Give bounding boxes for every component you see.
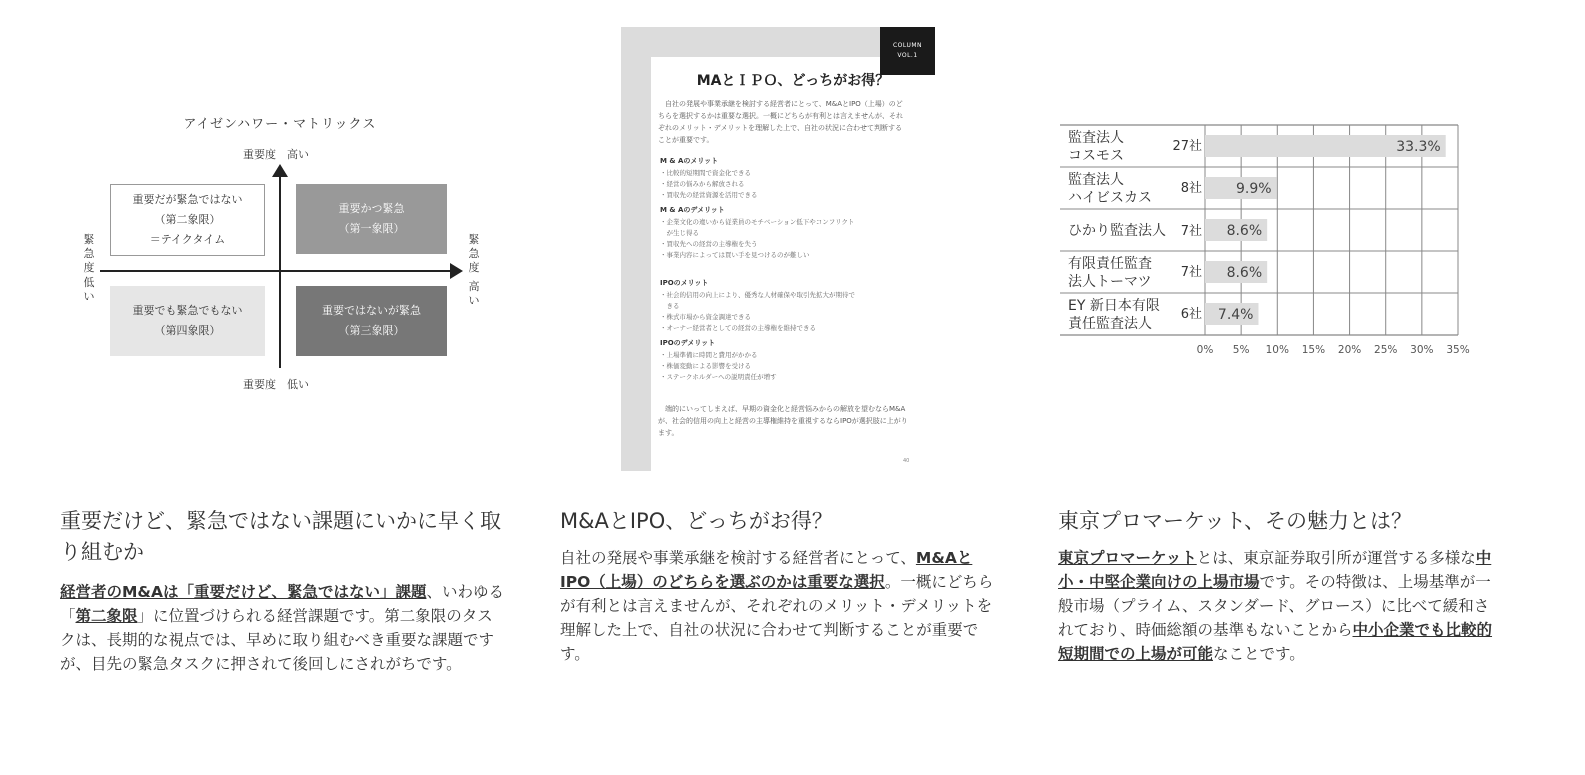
list-item: ・企業文化の違いから従業員のモチベーション低下やコンフリクト [660,218,855,226]
axis-label-importance-high: 重要度 高い [243,148,309,161]
data-label: 33.3% [1396,139,1441,155]
list-item: ・ステークホルダーへの説明責任が増す [660,373,777,381]
list-item: ・オーナー経営者としての経営の主導権を維持できる [660,324,816,332]
highlight-text: 第二象限 [75,607,138,625]
count-label: 8社 [1180,181,1202,196]
list-item: きる [660,302,680,310]
arrow-right-icon [450,263,463,279]
data-label: 8.6% [1226,265,1263,281]
book-page-title: MAとＩＰＯ、どっちがお得？ [696,73,890,89]
data-label: 9.9% [1235,181,1272,197]
ma-merit-heading: M & Aのメリット [660,157,719,165]
x-tick-label: 10% [1265,344,1289,356]
axis-label-importance-low: 重要度 低い [243,378,309,391]
highlight-text: 中小企業でも比較的短期間での上場が可能 [1058,621,1493,663]
list-item: ・上場準備に時間と費用がかかる [660,351,758,359]
list-item: ・株価変動による影響を受ける [660,362,751,370]
axis-label-urgency-low: 低 い [83,276,95,303]
category-label: EY 新日本有限 [1068,298,1160,314]
category-label: 監査法人 [1068,130,1124,146]
axis-label-urgency-high: 高 い [468,280,480,307]
quadrant-1: 重要かつ緊急 （第一象限） [296,184,447,254]
highlight-text: M&AとIPO（上場）のどちらを選ぶのかは重要な選択 [560,549,973,591]
ma-demerit-heading: M & Aのデメリット [660,206,725,214]
list-item: ・比較的短期間で資金化できる [660,169,751,177]
count-label: 7社 [1180,265,1202,280]
highlight-text: 経営者のM&Aは「重要だけど、緊急ではない」課題 [60,583,427,601]
book-intro: 自社の発展や事業承継を検討する経営者にとって、M&AとIPO（上場）のどちらを選択するかは重要な選択。一概にどちらが有利とは言えませんが、それぞれのメリット・デメリットを理解した上で、自社の状況に合わせて判断することが重要です。 [658,100,903,144]
list-item: が生じ得る [660,229,699,237]
count-label: 7社 [1180,224,1202,239]
data-label: 8.6% [1226,223,1263,239]
column-tag: COLUMN VOL.1 [880,27,935,75]
category-label: ハイビスカス [1068,190,1152,206]
category-label: 監査法人 [1068,172,1124,188]
urgency-axis [100,270,453,272]
quadrant-4: 重要でも緊急でもない （第四象限） [110,286,265,356]
book-outro: 端的にいってしまえば、早期の資金化と経営悩みからの解放を望むならM&Aが、社会的信用の向上と経営の主導権維持を重視するならIPOが選択肢に上がります。 [658,405,908,437]
x-tick-label: 35% [1446,344,1470,356]
data-label: 7.4% [1217,307,1254,323]
quadrant-3: 重要ではないが緊急 （第三象限） [296,286,447,356]
x-tick-label: 30% [1410,344,1434,356]
axis-label-urgency-left: 緊 急 度 [83,233,95,274]
x-tick-label: 0% [1196,344,1214,356]
category-label: コスモス [1068,148,1124,164]
x-tick-label: 15% [1301,344,1326,356]
list-item: ・事業内容によっては買い手を見つけるのが難しい [660,251,810,259]
highlight-text: 東京プロマーケット [1058,549,1197,567]
x-tick-label: 5% [1232,344,1250,356]
list-item: ・経営の悩みから解放される [660,180,745,188]
auditor-share-bar-chart [1060,120,1480,380]
book-page-number: 40 [903,458,910,464]
matrix-title: アイゼンハワー・マトリックス [183,117,377,132]
x-tick-label: 25% [1374,344,1398,356]
caption-body-matrix: 経営者のM&Aは「重要だけど、緊急ではない」課題、いわゆる「第二象限」に位置づけられる経営課題です。第二象限のタスクは、長期的な視点では、早めに取り組むべき重要な課題ですが、目先の緊急タスクに押されて後回しにされがちです。 [60,583,504,673]
list-item: ・買収先の経営資源を活用できる [660,191,758,199]
arrow-up-icon [272,164,288,177]
count-label: 27社 [1172,139,1202,154]
list-item: ・社会的信用の向上により、優秀な人材確保や取引先拡大が期待で [660,291,855,299]
axis-label-urgency-right: 緊 急 度 [468,233,480,274]
ipo-demerit-heading: IPOのデメリット [660,339,716,347]
caption-title-pro-market: 東京プロマーケット、その魅力とは？ [1058,509,1413,533]
quadrant-2: 重要だが緊急ではない （第二象限） ＝テイクタイム [110,184,265,256]
list-item: ・買収先への経営の主導権を失う [660,240,758,248]
caption-title-matrix: 重要だけど、緊急ではない課題にいかに早く取り組むか [60,509,501,564]
category-label: 有限責任監査 [1068,256,1152,272]
caption-title-ma-ipo: M&AとIPO、どっちがお得？ [560,509,833,533]
category-label: ひかり監査法人 [1068,223,1166,239]
highlight-text: 中小・中堅企業向けの上場市場 [1058,549,1492,591]
count-label: 6社 [1180,307,1202,322]
x-tick-label: 20% [1337,344,1362,356]
category-label: 法人トーマツ [1068,274,1152,290]
ipo-merit-heading: IPOのメリット [660,279,709,287]
caption-body-ma-ipo: 自社の発展や事業承継を検討する経営者にとって、M&AとIPO（上場）のどちらを選ぶのかは重要な選択。一概にどちらが有利とは言えませんが、それぞれのメリット・デメリットを理解した上で、自社の状況に合わせて判断することが重要です。 [560,549,994,663]
list-item: ・株式市場から資金調達できる [660,313,751,321]
category-label: 責任監査法人 [1068,316,1152,332]
importance-axis [279,176,281,368]
caption-body-pro-market: 東京プロマーケットとは、東京証券取引所が運営する多様な中小・中堅企業向けの上場市場です。その特徴は、上場基準が一般市場（プライム、スタンダード、グロース）に比べて緩和されており、時価総額の基準もないことから中小企業でも比較的短期間での上場が可能なことです。 [1058,549,1493,663]
